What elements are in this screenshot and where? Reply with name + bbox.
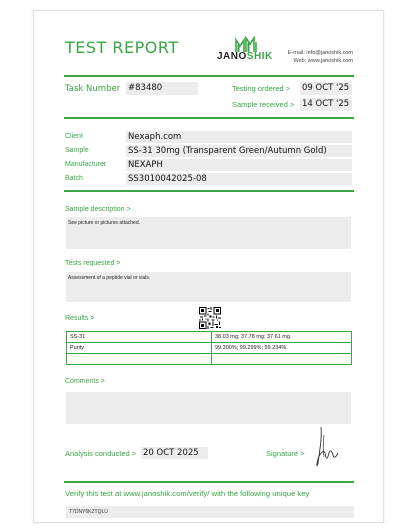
- table-row: [67, 343, 352, 354]
- sample-received-label: Sample received: [232, 100, 288, 109]
- result-value-cell: 38.03 mg; 37.78 mg; 37.61 mg.: [212, 332, 352, 343]
- sample-description-box: [66, 217, 351, 249]
- task-number-row: [65, 84, 120, 94]
- client-label: Client: [65, 133, 83, 140]
- footer-divider: [64, 481, 354, 483]
- sample-received-value: 14 OCT '25: [300, 98, 352, 111]
- unique-key-field[interactable]: T7DNY6KZTQLU: [66, 506, 354, 518]
- sample-received-row: [232, 100, 294, 109]
- manufacturer-label: Manufacturer: [65, 161, 107, 168]
- table-row: [67, 332, 352, 343]
- sample-description-text: See picture or pictures attached.: [68, 220, 140, 226]
- comments-box: [66, 392, 351, 424]
- manufacturer-value: NEXAPH: [126, 159, 352, 171]
- header-divider: [64, 75, 354, 77]
- testing-ordered-label: Testing ordered: [232, 84, 284, 93]
- task-number-label: Task Number: [65, 84, 121, 94]
- result-name-cell: Purity: [67, 343, 212, 354]
- table-row: [67, 354, 352, 365]
- contact-info: [288, 49, 353, 65]
- comments-label: Comments >: [65, 378, 105, 385]
- analysis-conducted-value: 20 OCT 2025: [141, 447, 208, 459]
- sample-value: SS-31 30mg (Transparent Green/Autumn Gold): [126, 145, 352, 157]
- task-divider: [64, 117, 354, 119]
- analysis-conducted-label: Analysis conducted >: [65, 449, 137, 458]
- results-label: Results >: [65, 315, 95, 322]
- testing-ordered-arrow: >: [285, 84, 291, 93]
- qr-code-icon: [199, 307, 221, 329]
- logo-text-shik: SHIK: [246, 51, 273, 62]
- tests-requested-label: Tests requested >: [65, 260, 121, 267]
- fields-divider: [64, 190, 354, 192]
- report-sheet: [33, 10, 384, 523]
- verify-text: Verify this test at www.janoshik.com/verify/ with the following unique key: [65, 489, 310, 498]
- logo-text-jano: JANO: [217, 51, 247, 62]
- contact-web: Web: www.janoshik.com: [293, 58, 353, 64]
- result-value-cell: 99.300%; 99.299%; 99.234%.: [212, 343, 352, 354]
- result-value-cell: [212, 354, 352, 365]
- contact-email: E-mail: info@janoshik.com: [287, 50, 353, 56]
- client-value: Nexaph.com: [126, 131, 352, 143]
- task-number-value: #83480: [126, 82, 198, 95]
- report-title: TEST REPORT: [65, 38, 179, 57]
- sample-description-label: Sample description >: [65, 206, 131, 213]
- tests-requested-text: Assessment of a peptide vial or vials.: [68, 275, 151, 281]
- signature-icon: [312, 423, 344, 471]
- results-table: [66, 331, 352, 365]
- signature-label: Signature >: [266, 449, 305, 458]
- batch-value: SS3010042025-08: [126, 173, 352, 185]
- testing-ordered-row: [232, 84, 290, 93]
- tests-requested-box: [66, 272, 351, 302]
- testing-ordered-value: 09 OCT '25: [300, 82, 352, 95]
- sample-label: Sample: [65, 147, 89, 154]
- sample-received-arrow: >: [289, 100, 295, 109]
- result-name-cell: SS-31: [67, 332, 212, 343]
- result-name-cell: [67, 354, 212, 365]
- logo-text: [217, 51, 273, 62]
- batch-label: Batch: [65, 175, 83, 182]
